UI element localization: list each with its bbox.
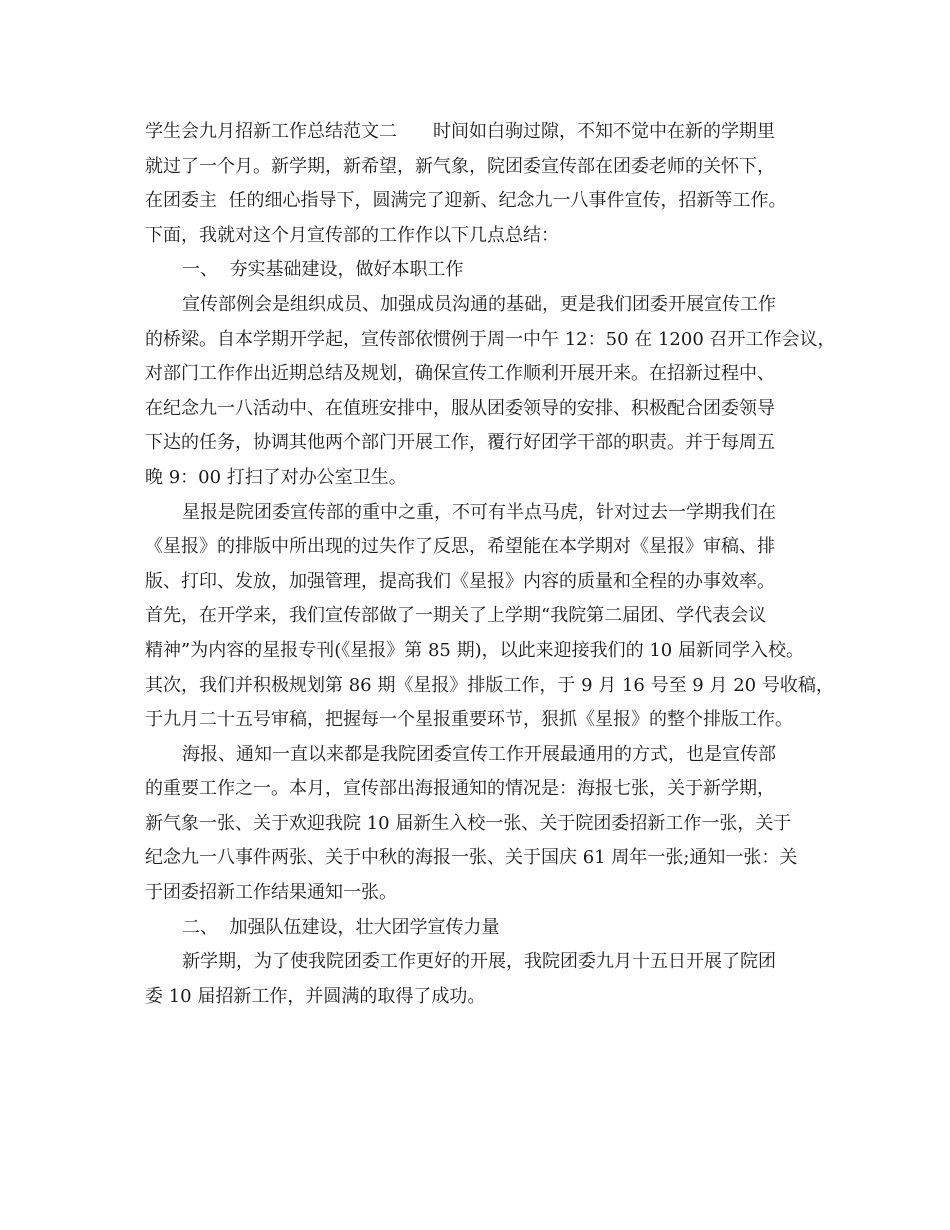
text-line: 版、打印、发放，加强管理，提高我们《星报》内容的质量和全程的办事效率。 — [145, 570, 775, 592]
text-line: 下面，我就对这个月宣传部的工作作以下几点总结： — [145, 224, 559, 246]
text-line: 《星报》的排版中所出现的过失作了反思，希望能在本学期对《星报》审稿、排 — [145, 536, 775, 558]
text-line: 在纪念九一八活动中、在值班安排中，服从团委领导的安排、积极配合团委领导 — [145, 397, 775, 419]
text-line: 于九月二十五号审稿，把握每一个星报重要环节，狠抓《星报》的整个排版工作。 — [145, 709, 793, 731]
paragraph-start-line: 二、 加强队伍建设，壮大团学宣传力量 — [182, 916, 500, 938]
text-line: 新气象一张、关于欢迎我院 10 届新生入校一张、关于院团委招新工作一张，关于 — [145, 812, 792, 834]
paragraph-start-line: 新学期，为了使我院团委工作更好的开展，我院团委九月十五日开展了院团 — [182, 951, 776, 973]
document-body — [145, 115, 835, 1014]
paragraph-start-line: 一、 夯实基础建设，做好本职工作 — [182, 259, 464, 281]
paragraph-start-line: 宣传部例会是组织成员、加强成员沟通的基础，更是我们团委开展宣传工作 — [182, 293, 776, 315]
paragraph-start-line: 海报、通知一直以来都是我院团委宣传工作开展最通用的方式，也是宣传部 — [182, 743, 776, 765]
text-line: 精神”为内容的星报专刊(《星报》第 85 期)，以此来迎接我们的 10 届新同学入校。 — [145, 639, 804, 661]
text-line: 的桥梁。自本学期开学起，宣传部依惯例于周一中午 12：50 在 1200 召开工作会议， — [145, 328, 836, 350]
text-line: 学生会九月招新工作总结范文二 时间如白驹过隙，不知不觉中在新的学期里 — [145, 121, 775, 142]
paragraph-start-line: 星报是院团委宣传部的重中之重，不可有半点马虎，针对过去一学期我们在 — [182, 501, 776, 523]
text-line: 于团委招新工作结果通知一张。 — [145, 882, 397, 904]
text-line: 其次，我们并积极规划第 86 期《星报》排版工作，于 9 月 16 号至 9 月 20 号收稿， — [145, 674, 834, 696]
text-line: 的重要工作之一。本月，宣传部出海报通知的情况是：海报七张，关于新学期， — [145, 778, 775, 800]
text-line: 下达的任务，协调其他两个部门开展工作，覆行好团学干部的职责。并于每周五 — [145, 432, 775, 454]
text-line: 就过了一个月。新学期，新希望，新气象，院团委宣传部在团委老师的关怀下， — [145, 155, 775, 177]
text-line: 在团委主 任的细心指导下，圆满完了迎新、纪念九一八事件宣传，招新等工作。 — [145, 190, 787, 212]
text-line: 对部门工作作出近期总结及规划，确保宣传工作顺利开展开来。在招新过程中、 — [145, 363, 775, 385]
text-line: 晚 9：00 打扫了对办公室卫生。 — [145, 466, 407, 488]
text-line: 纪念九一八事件两张、关于中秋的海报一张、关于国庆 61 周年一张;通知一张：关 — [145, 847, 798, 869]
text-line: 委 10 届招新工作，并圆满的取得了成功。 — [145, 985, 486, 1007]
text-line: 首先，在开学来，我们宣传部做了一期关了上学期“我院第二届团、学代表会议 — [145, 605, 767, 627]
